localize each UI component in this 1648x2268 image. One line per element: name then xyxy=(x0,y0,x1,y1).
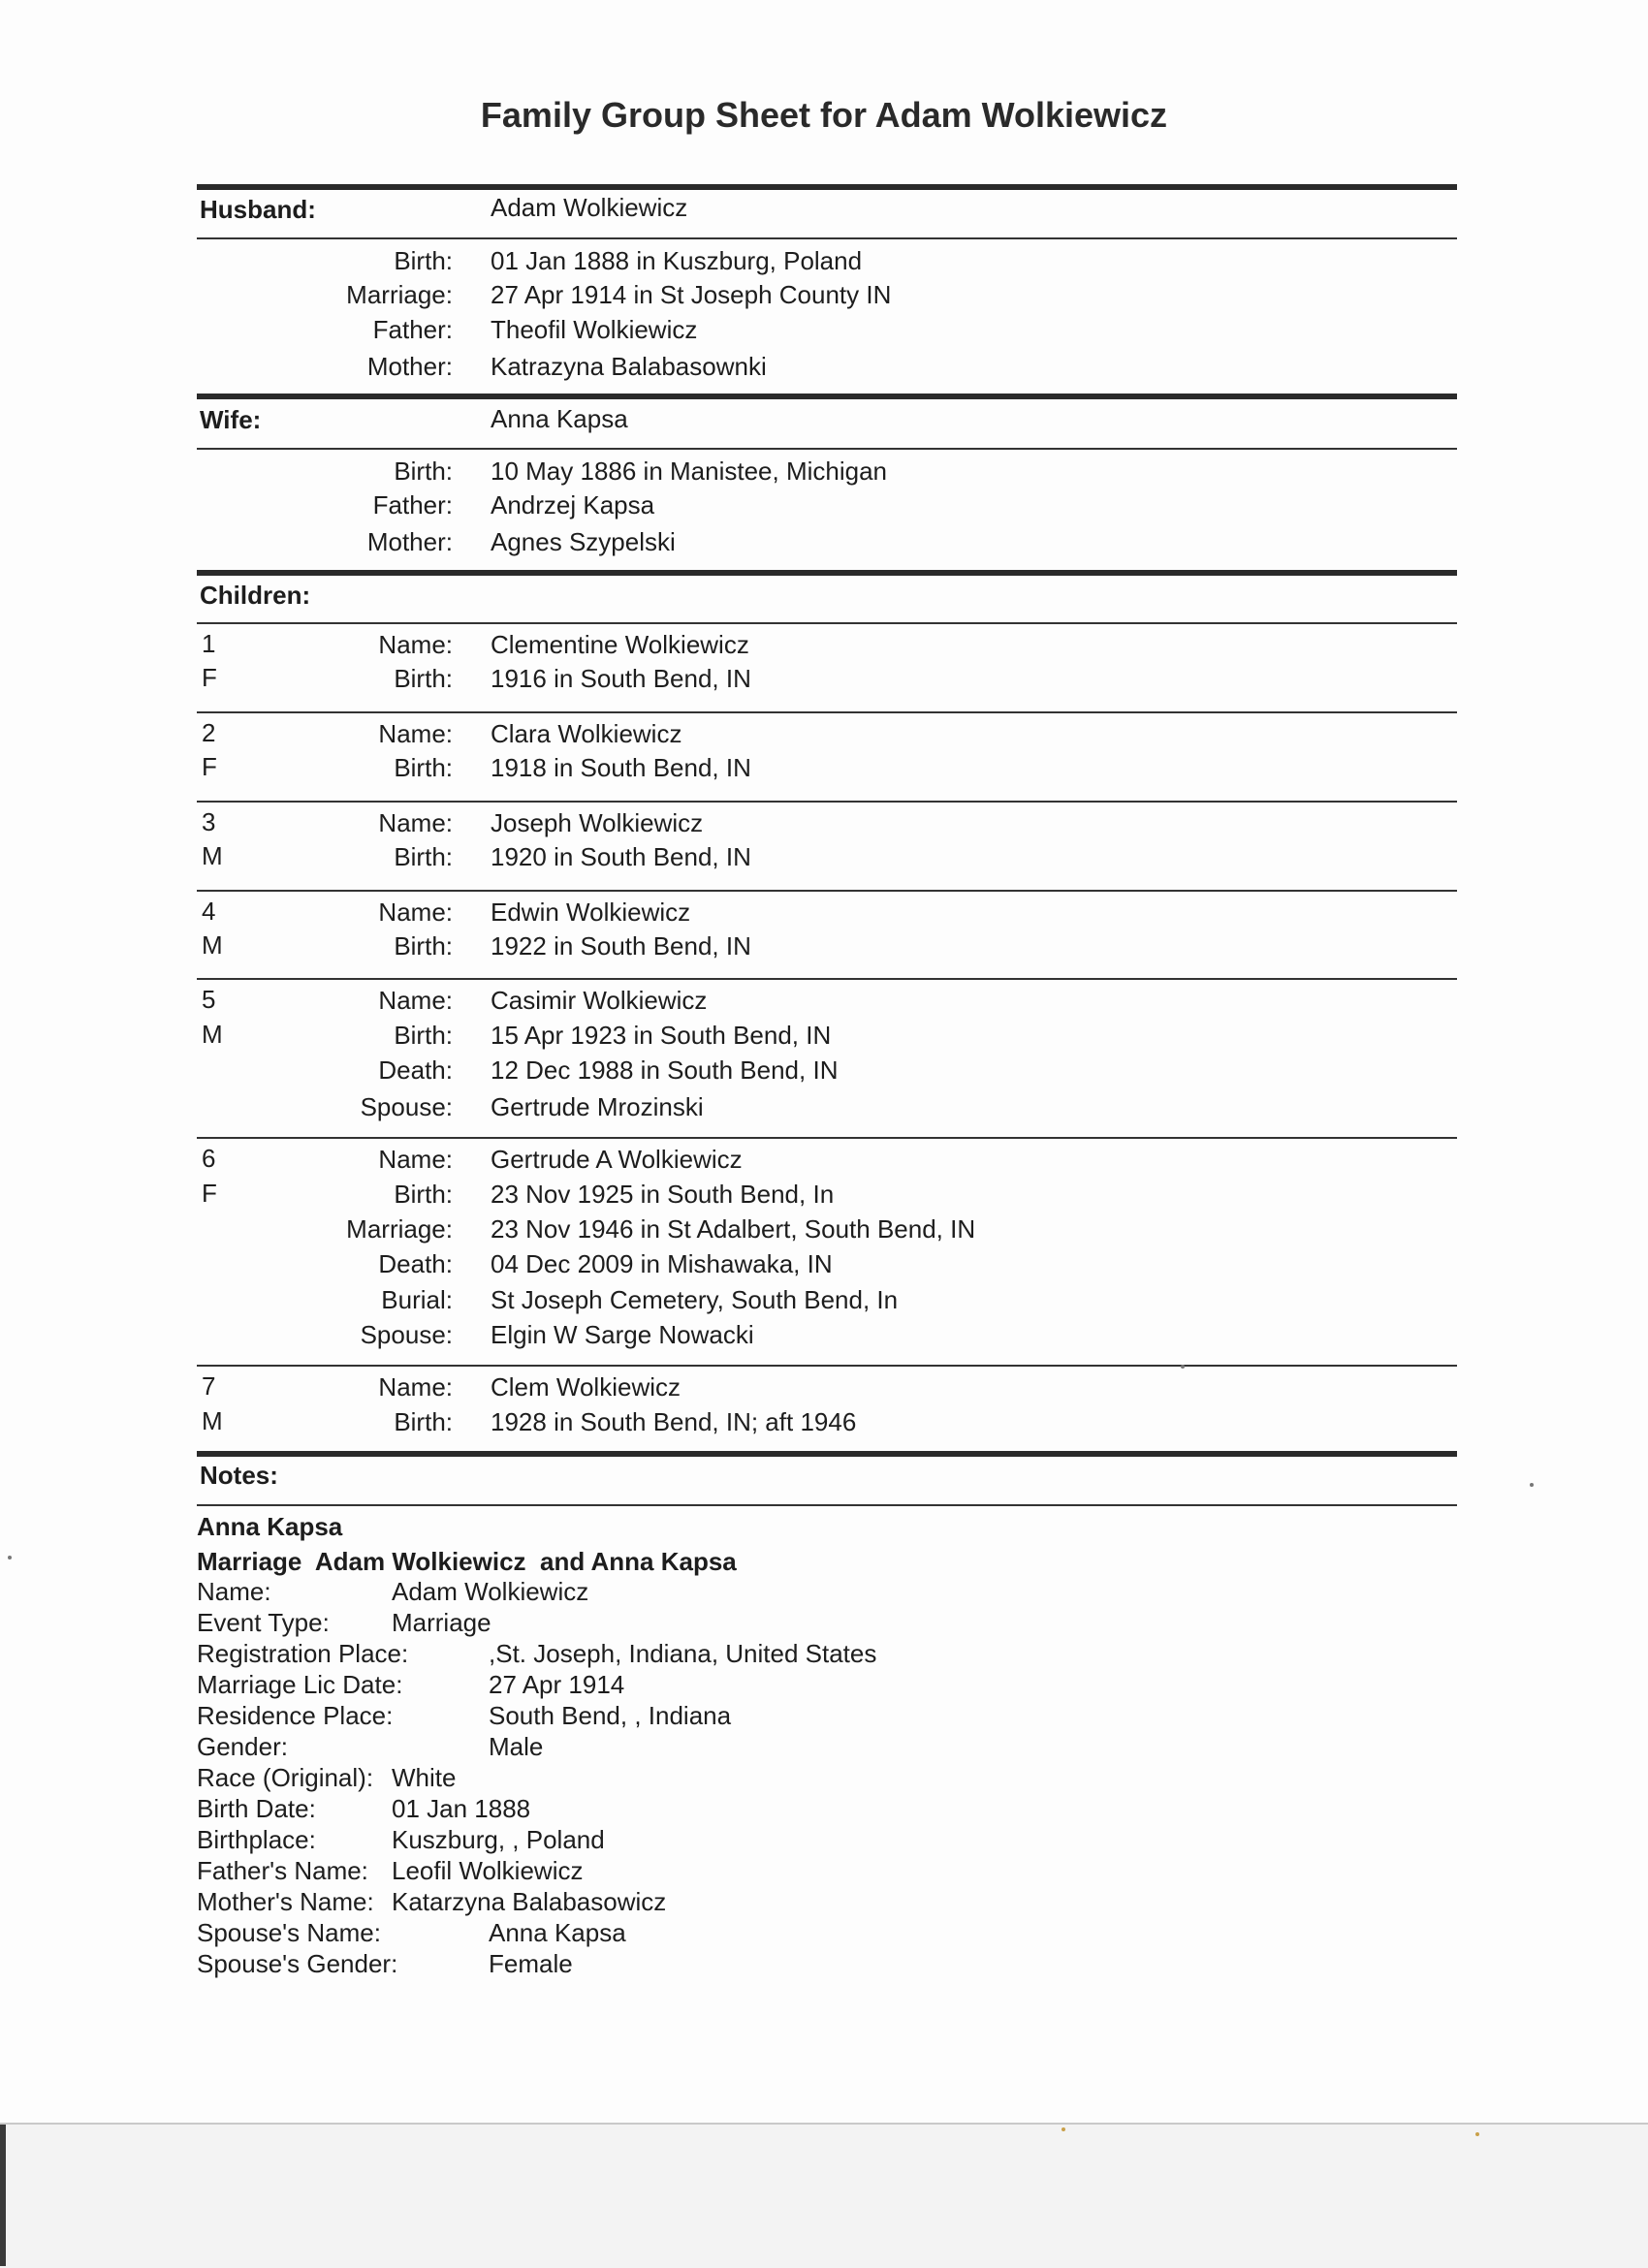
child-number: 4 xyxy=(202,897,216,926)
child-sex: F xyxy=(202,752,217,781)
fact-label: Father: xyxy=(372,490,453,520)
note-value: Leofil Wolkiewicz xyxy=(392,1856,584,1885)
fact-value: Gertrude Mrozinski xyxy=(491,1092,704,1121)
children-label: Children: xyxy=(200,581,311,610)
divider xyxy=(197,711,1457,713)
note-value: Male xyxy=(489,1732,544,1761)
divider xyxy=(197,237,1457,239)
note-value: Katarzyna Balabasowicz xyxy=(392,1887,667,1916)
child-name: Clem Wolkiewicz xyxy=(491,1372,681,1402)
note-label: Birthplace: xyxy=(197,1825,316,1854)
note-label: Birth Date: xyxy=(197,1794,316,1823)
note-value: White xyxy=(392,1763,457,1792)
fact-label: Name: xyxy=(378,808,453,837)
fact-value: 23 Nov 1925 in South Bend, In xyxy=(491,1180,835,1209)
child-sex: M xyxy=(202,1020,223,1049)
notes-subheading: Marriage Adam Wolkiewicz and Anna Kapsa xyxy=(197,1547,737,1576)
child-sex: F xyxy=(202,663,217,692)
fact-label: Birth: xyxy=(394,1180,453,1209)
child-number: 3 xyxy=(202,807,216,836)
fact-value: 1920 in South Bend, IN xyxy=(491,842,751,871)
fact-value: St Joseph Cemetery, South Bend, In xyxy=(491,1285,899,1314)
child-sex: M xyxy=(202,841,223,870)
divider xyxy=(197,1504,1457,1506)
note-label: Gender: xyxy=(197,1732,288,1761)
child-number: 1 xyxy=(202,629,216,658)
note-label: Registration Place: xyxy=(197,1639,409,1668)
scan-edge-shadow xyxy=(0,2125,6,2266)
fact-label: Birth: xyxy=(394,1407,453,1436)
child-name: Clara Wolkiewicz xyxy=(491,719,682,748)
divider xyxy=(197,1137,1457,1139)
fact-label: Death: xyxy=(378,1055,453,1085)
fact-label: Name: xyxy=(378,898,453,927)
fact-value: Elgin W Sarge Nowacki xyxy=(491,1320,754,1349)
section-rule xyxy=(197,184,1457,190)
fact-label: Spouse: xyxy=(360,1092,453,1121)
divider xyxy=(197,801,1457,803)
scan-speck xyxy=(8,1556,12,1559)
note-label: Event Type: xyxy=(197,1608,330,1637)
fact-label: Name: xyxy=(378,1145,453,1174)
child-number: 2 xyxy=(202,718,216,747)
fact-label: Birth: xyxy=(394,842,453,871)
fact-label: Name: xyxy=(378,1372,453,1402)
child-number: 6 xyxy=(202,1144,216,1173)
scan-speck xyxy=(1475,2132,1479,2136)
scan-speck xyxy=(1181,1365,1185,1369)
fact-value: 10 May 1886 in Manistee, Michigan xyxy=(491,457,888,486)
fact-label: Death: xyxy=(378,1249,453,1278)
fact-value: 1922 in South Bend, IN xyxy=(491,931,751,961)
note-label: Spouse's Gender: xyxy=(197,1949,398,1978)
fact-label: Spouse: xyxy=(360,1320,453,1349)
fact-value: Theofil Wolkiewicz xyxy=(491,315,698,344)
note-value: South Bend, , Indiana xyxy=(489,1701,732,1730)
child-number: 7 xyxy=(202,1371,216,1401)
child-sex: M xyxy=(202,930,223,960)
fact-value: 1928 in South Bend, IN; aft 1946 xyxy=(491,1407,857,1436)
child-name: Gertrude A Wolkiewicz xyxy=(491,1145,743,1174)
scan-speck xyxy=(1062,2127,1065,2131)
fact-label: Birth: xyxy=(394,246,453,275)
fact-label: Mother: xyxy=(366,352,453,381)
fact-label: Marriage: xyxy=(346,1214,453,1244)
husband-name: Adam Wolkiewicz xyxy=(491,193,688,222)
note-label: Marriage Lic Date: xyxy=(197,1670,403,1699)
fact-value: 1918 in South Bend, IN xyxy=(491,753,751,782)
note-value: Kuszburg, , Poland xyxy=(392,1825,605,1854)
fact-value: 23 Nov 1946 in St Adalbert, South Bend, IN xyxy=(491,1214,976,1244)
fact-value: 01 Jan 1888 in Kuszburg, Poland xyxy=(491,246,863,275)
fact-label: Birth: xyxy=(394,664,453,693)
section-rule xyxy=(197,570,1457,576)
divider xyxy=(197,1365,1457,1367)
fact-label: Name: xyxy=(378,630,453,659)
child-sex: F xyxy=(202,1179,217,1208)
fact-label: Birth: xyxy=(394,1021,453,1050)
child-name: Clementine Wolkiewicz xyxy=(491,630,749,659)
fact-label: Birth: xyxy=(394,457,453,486)
section-rule xyxy=(197,1451,1457,1457)
note-value: Adam Wolkiewicz xyxy=(392,1577,589,1606)
fact-label: Birth: xyxy=(394,753,453,782)
notes-label: Notes: xyxy=(200,1461,278,1490)
fact-value: Katrazyna Balabasownki xyxy=(491,352,767,381)
note-label: Spouse's Name: xyxy=(197,1918,381,1947)
notes-heading: Anna Kapsa xyxy=(197,1512,343,1541)
note-label: Name: xyxy=(197,1577,271,1606)
scan-speck xyxy=(1530,1483,1534,1487)
page-title: Family Group Sheet for Adam Wolkiewicz xyxy=(480,95,1168,135)
note-label: Mother's Name: xyxy=(197,1887,374,1916)
fact-value: 15 Apr 1923 in South Bend, IN xyxy=(491,1021,832,1050)
note-value: Marriage xyxy=(392,1608,491,1637)
fact-label: Name: xyxy=(378,719,453,748)
fact-value: 04 Dec 2009 in Mishawaka, IN xyxy=(491,1249,833,1278)
note-value: Female xyxy=(489,1949,573,1978)
fact-value: Agnes Szypelski xyxy=(491,527,676,556)
fact-label: Birth: xyxy=(394,931,453,961)
fact-value: Andrzej Kapsa xyxy=(491,490,655,520)
fact-value: 12 Dec 1988 in South Bend, IN xyxy=(491,1055,839,1085)
note-value: 27 Apr 1914 xyxy=(489,1670,625,1699)
fact-label: Marriage: xyxy=(346,280,453,309)
section-rule xyxy=(197,394,1457,399)
note-value: ,St. Joseph, Indiana, United States xyxy=(489,1639,877,1668)
fact-value: 1916 in South Bend, IN xyxy=(491,664,751,693)
note-value: 01 Jan 1888 xyxy=(392,1794,531,1823)
fact-value: 27 Apr 1914 in St Joseph County IN xyxy=(491,280,892,309)
wife-label: Wife: xyxy=(200,405,262,434)
divider xyxy=(197,448,1457,450)
fact-label: Name: xyxy=(378,986,453,1015)
child-name: Edwin Wolkiewicz xyxy=(491,898,691,927)
husband-label: Husband: xyxy=(200,195,316,224)
note-label: Residence Place: xyxy=(197,1701,394,1730)
divider xyxy=(197,890,1457,892)
child-name: Casimir Wolkiewicz xyxy=(491,986,708,1015)
fact-label: Father: xyxy=(372,315,453,344)
note-value: Anna Kapsa xyxy=(489,1918,626,1947)
note-label: Race (Original): xyxy=(197,1763,374,1792)
wife-name: Anna Kapsa xyxy=(491,404,628,433)
child-sex: M xyxy=(202,1406,223,1435)
child-number: 5 xyxy=(202,985,216,1014)
divider xyxy=(197,622,1457,624)
note-label: Father's Name: xyxy=(197,1856,368,1885)
fact-label: Burial: xyxy=(381,1285,453,1314)
divider xyxy=(197,978,1457,980)
scan-background xyxy=(0,2123,1648,2268)
child-name: Joseph Wolkiewicz xyxy=(491,808,704,837)
fact-label: Mother: xyxy=(366,527,453,556)
